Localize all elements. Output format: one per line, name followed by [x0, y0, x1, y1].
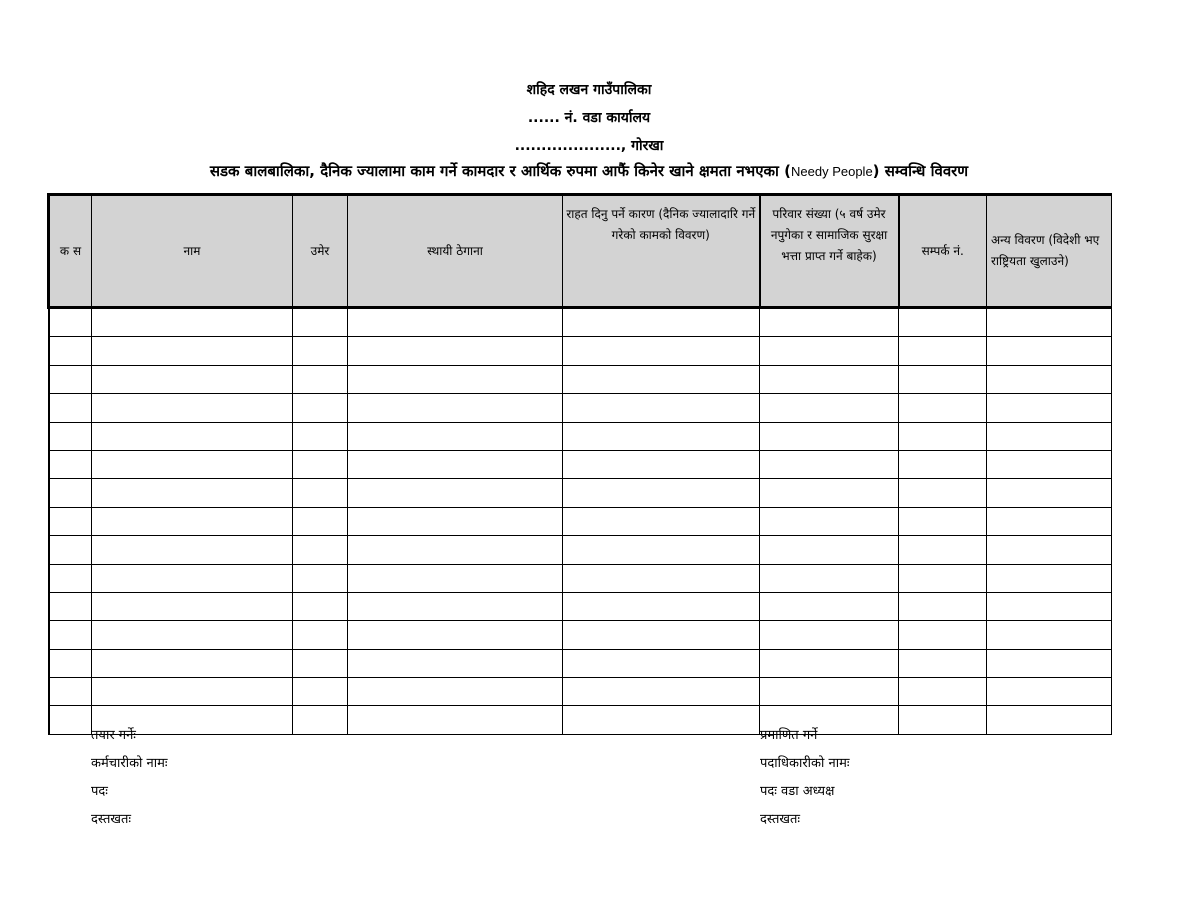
name-cell [92, 507, 293, 535]
name-cell [92, 536, 293, 564]
address-cell [348, 308, 563, 337]
column-header-other-details: अन्य विवरण (विदेशी भए राष्ट्रियता खुलाउने) [987, 195, 1112, 308]
age-cell [293, 450, 348, 478]
family-size-cell [760, 337, 899, 365]
age-cell [293, 422, 348, 450]
other-details-cell [987, 678, 1112, 706]
officer-name-label: पदाधिकारीको नामः [760, 756, 850, 771]
family-size-cell [760, 649, 899, 677]
name-cell [92, 365, 293, 393]
reason-cell [563, 394, 760, 422]
municipality-title: शहिद लखन गाउँपालिका [526, 82, 652, 98]
other-details-cell [987, 621, 1112, 649]
reason-cell [563, 507, 760, 535]
other-details-cell [987, 564, 1112, 592]
family-size-cell [760, 422, 899, 450]
column-header-name: नाम [92, 195, 293, 308]
address-cell [348, 678, 563, 706]
reason-cell [563, 365, 760, 393]
reason-cell [563, 564, 760, 592]
serial-cell [49, 536, 92, 564]
other-details-cell [987, 394, 1112, 422]
other-details-cell [987, 706, 1112, 734]
serial-cell [49, 337, 92, 365]
address-cell [348, 564, 563, 592]
age-cell [293, 706, 348, 734]
age-cell [293, 365, 348, 393]
table-row [49, 337, 1112, 365]
table-row [49, 678, 1112, 706]
reason-cell [563, 536, 760, 564]
serial-cell [49, 479, 92, 507]
form-subject-title [0, 161, 1178, 181]
table-row [49, 308, 1112, 337]
contact-cell [899, 678, 987, 706]
contact-cell [899, 365, 987, 393]
address-cell [348, 450, 563, 478]
contact-cell [899, 479, 987, 507]
contact-cell [899, 706, 987, 734]
certified-by-label: प्रमाणित गर्ने [760, 728, 818, 743]
table-row [49, 621, 1112, 649]
reason-cell [563, 678, 760, 706]
family-size-cell [760, 564, 899, 592]
table-header-row [49, 195, 1112, 308]
serial-cell [49, 308, 92, 337]
family-size-cell [760, 308, 899, 337]
other-details-cell [987, 536, 1112, 564]
contact-cell [899, 536, 987, 564]
serial-cell [49, 649, 92, 677]
other-details-cell [987, 507, 1112, 535]
name-cell [92, 649, 293, 677]
age-cell [293, 308, 348, 337]
family-size-cell [760, 621, 899, 649]
reason-cell [563, 706, 760, 734]
address-cell [348, 592, 563, 620]
table-row [49, 422, 1112, 450]
age-cell [293, 394, 348, 422]
age-cell [293, 564, 348, 592]
contact-cell [899, 308, 987, 337]
family-size-cell [760, 507, 899, 535]
family-size-cell [760, 450, 899, 478]
age-cell [293, 337, 348, 365]
name-cell [92, 308, 293, 337]
table-row [49, 450, 1112, 478]
column-header-relief-reason: राहत दिनु पर्ने कारण (दैनिक ज्यालादारि गर्ने गरेको कामको विवरण) [563, 195, 760, 308]
table-row [49, 365, 1112, 393]
age-cell [293, 592, 348, 620]
address-cell [348, 706, 563, 734]
other-details-cell [987, 365, 1112, 393]
address-cell [348, 479, 563, 507]
needy-people-table [47, 193, 1112, 735]
column-header-serial: क स [49, 195, 92, 308]
serial-cell [49, 450, 92, 478]
staff-signature-label: दस्तखतः [91, 812, 132, 827]
other-details-cell [987, 308, 1112, 337]
other-details-cell [987, 592, 1112, 620]
table-row [49, 507, 1112, 535]
subject-text-nepali: सडक बालबालिका, दैनिक ज्यालामा काम गर्ने कामदार र आर्थिक रुपमा आफैं किनेर खाने क्षमता नभएका ( [209, 162, 791, 180]
serial-cell [49, 507, 92, 535]
table-row [49, 592, 1112, 620]
table-row [49, 479, 1112, 507]
name-cell [92, 564, 293, 592]
serial-cell [49, 394, 92, 422]
column-header-contact-number: सम्पर्क नं. [899, 195, 987, 308]
address-cell [348, 507, 563, 535]
location-title: ...................., गोरखा [514, 138, 664, 154]
other-details-cell [987, 450, 1112, 478]
contact-cell [899, 337, 987, 365]
reason-cell [563, 479, 760, 507]
address-cell [348, 337, 563, 365]
other-details-cell [987, 337, 1112, 365]
age-cell [293, 536, 348, 564]
reason-cell [563, 621, 760, 649]
age-cell [293, 678, 348, 706]
contact-cell [899, 621, 987, 649]
name-cell [92, 337, 293, 365]
family-size-cell [760, 536, 899, 564]
family-size-cell [760, 592, 899, 620]
serial-cell [49, 706, 92, 734]
contact-cell [899, 649, 987, 677]
serial-cell [49, 365, 92, 393]
other-details-cell [987, 649, 1112, 677]
name-cell [92, 422, 293, 450]
age-cell [293, 479, 348, 507]
name-cell [92, 394, 293, 422]
serial-cell [49, 678, 92, 706]
name-cell [92, 450, 293, 478]
serial-cell [49, 422, 92, 450]
other-details-cell [987, 479, 1112, 507]
table-row [49, 394, 1112, 422]
contact-cell [899, 564, 987, 592]
table-row [49, 649, 1112, 677]
age-cell [293, 621, 348, 649]
reason-cell [563, 337, 760, 365]
family-size-cell [760, 394, 899, 422]
ward-office-title: ...... नं. वडा कार्यालय [527, 110, 651, 126]
prepared-by-label: तयार गर्नेः [91, 728, 136, 743]
table-body [49, 308, 1112, 735]
name-cell [92, 479, 293, 507]
family-size-cell [760, 678, 899, 706]
reason-cell [563, 649, 760, 677]
column-header-permanent-address: स्थायी ठेगाना [348, 195, 563, 308]
table-row [49, 706, 1112, 734]
subject-text-nepali-end: ) सम्वन्धि विवरण [872, 162, 969, 180]
address-cell [348, 536, 563, 564]
contact-cell [899, 450, 987, 478]
reason-cell [563, 308, 760, 337]
age-cell [293, 507, 348, 535]
officer-signature-label: दस्तखतः [760, 812, 801, 827]
contact-cell [899, 422, 987, 450]
staff-position-label: पदः [91, 784, 108, 799]
address-cell [348, 394, 563, 422]
reason-cell [563, 422, 760, 450]
name-cell [92, 592, 293, 620]
family-size-cell [760, 365, 899, 393]
serial-cell [49, 564, 92, 592]
column-header-age: उमेर [293, 195, 348, 308]
name-cell [92, 678, 293, 706]
column-header-family-size: परिवार संख्या (५ वर्ष उमेर नपुगेका र सामाजिक सुरक्षा भत्ता प्राप्त गर्ने बाहेक) [760, 195, 899, 308]
address-cell [348, 621, 563, 649]
serial-cell [49, 592, 92, 620]
reason-cell [563, 450, 760, 478]
serial-cell [49, 621, 92, 649]
name-cell [92, 621, 293, 649]
reason-cell [563, 592, 760, 620]
age-cell [293, 649, 348, 677]
address-cell [348, 365, 563, 393]
subject-text-english: Needy People [791, 164, 873, 179]
officer-position-label: पदः वडा अध्यक्ष [760, 784, 835, 799]
address-cell [348, 422, 563, 450]
table-row [49, 536, 1112, 564]
other-details-cell [987, 422, 1112, 450]
family-size-cell [760, 479, 899, 507]
staff-name-label: कर्मचारीको नामः [91, 756, 168, 771]
contact-cell [899, 507, 987, 535]
address-cell [348, 649, 563, 677]
contact-cell [899, 394, 987, 422]
table-row [49, 564, 1112, 592]
contact-cell [899, 592, 987, 620]
